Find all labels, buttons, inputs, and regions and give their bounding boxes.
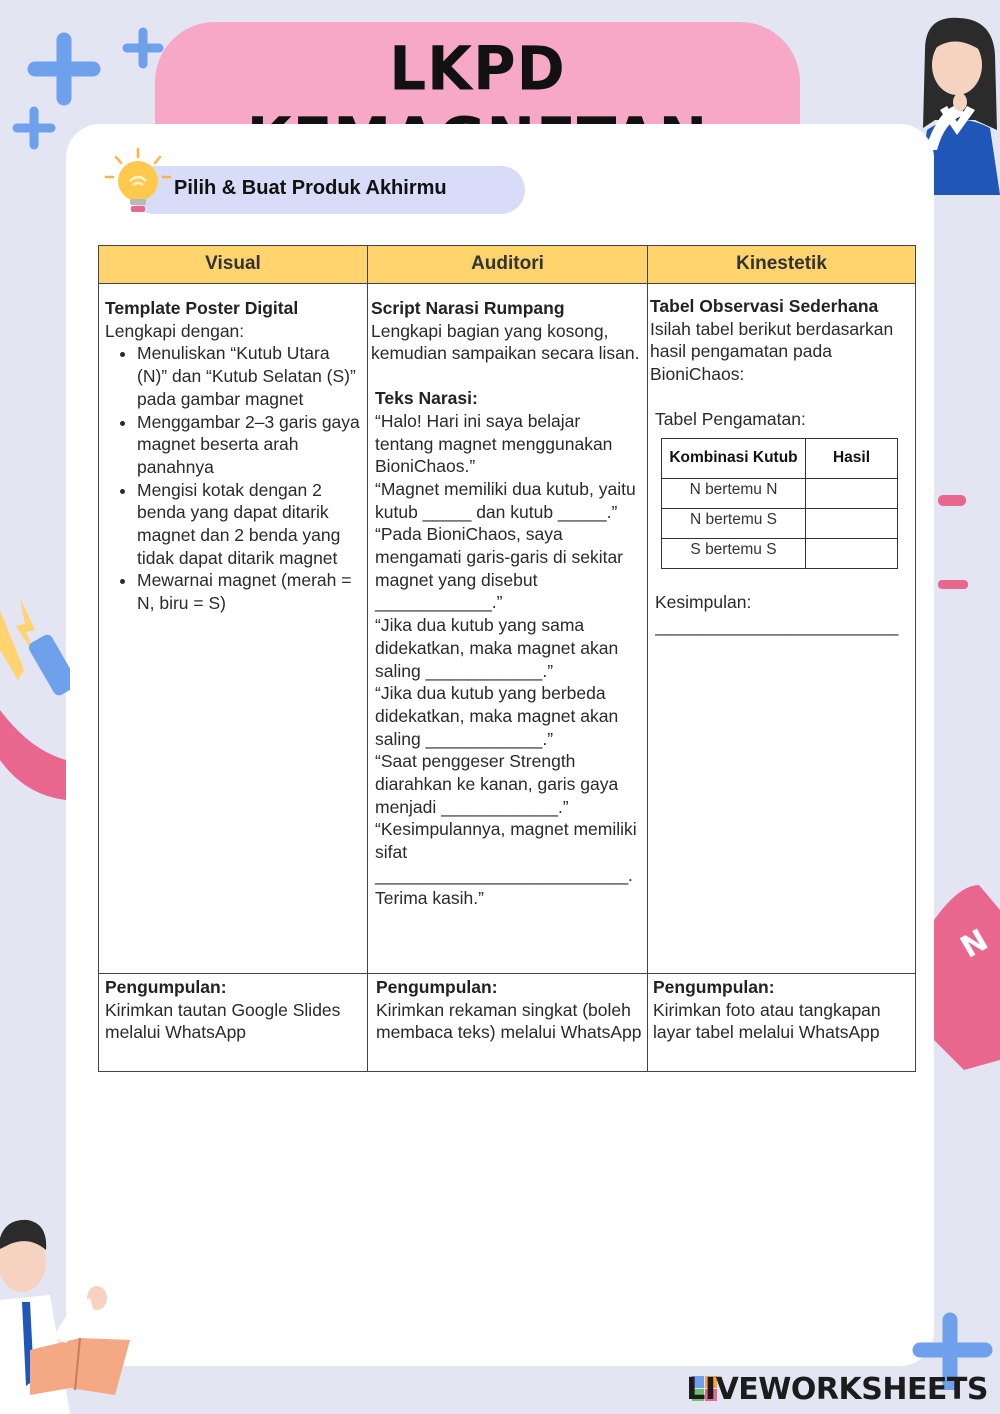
column-header-kinestetik: Kinestetik: [648, 246, 916, 284]
observation-hasil-input[interactable]: [806, 508, 898, 538]
observation-hasil-input[interactable]: [806, 478, 898, 508]
lightbulb-icon: [100, 145, 176, 221]
table-row: [662, 508, 898, 538]
observation-table-label: Tabel Pengamatan:: [655, 408, 806, 429]
magnet-n-decoration-icon: [934, 880, 1000, 1070]
product-choice-table: [98, 245, 916, 1072]
list-item: • Mengisi kotak dengan 2 benda yang dapat ditarik magnet dan 2 benda yang tidak dapat ditarik magnet: [137, 479, 361, 570]
narasi-line: “Kesimpulannya, magnet memiliki sifat __________________________. Terima kasih.”: [375, 819, 637, 908]
observation-kombinasi: N bertemu S: [662, 508, 806, 538]
observation-header-hasil: Hasil: [806, 438, 898, 478]
kesimpulan-line: _________________________: [655, 616, 899, 637]
list-item: • Menuliskan “Kutub Utara (N)” dan “Kutub Selatan (S)” pada gambar magnet: [137, 342, 361, 410]
auditori-cell: [368, 284, 648, 974]
pengumpulan-label: Pengumpulan:: [376, 977, 498, 997]
kinestetik-cell: [648, 284, 916, 974]
kinestetik-intro: Isilah tabel berikut berdasarkan hasil pengamatan pada BioniChaos:: [650, 318, 894, 385]
column-header-auditori: Auditori: [368, 246, 648, 284]
observation-hasil-input[interactable]: [806, 538, 898, 568]
auditori-title: Script Narasi Rumpang: [371, 298, 565, 318]
footer-cell-kinestetik: [648, 974, 916, 1072]
kinestetik-title: Tabel Observasi Sederhana: [650, 296, 879, 316]
list-item: • Menggambar 2–3 garis gaya magnet beserta arah panahnya: [137, 411, 361, 479]
narasi-line: “Pada BioniChaos, saya mengamati garis-garis di sekitar magnet yang disebut ____________.”: [375, 524, 624, 613]
pengumpulan-text: Kirimkan tautan Google Slides melalui WhatsApp: [105, 999, 341, 1043]
dash-decoration-icon: [934, 490, 1000, 600]
narasi-line: “Magnet memiliki dua kutub, yaitu kutub _____ dan kutub _____.”: [375, 478, 636, 522]
observation-header-kombinasi: Kombinasi Kutub: [662, 438, 806, 478]
observation-kombinasi: S bertemu S: [662, 538, 806, 568]
boy-reading-illustration-icon: [0, 1210, 140, 1414]
visual-bullet-list: [137, 342, 361, 614]
narasi-line: “Saat penggeser Strength diarahkan ke kanan, garis gaya menjadi ____________.”: [375, 751, 619, 817]
lightning-decoration-icon: [0, 590, 70, 700]
visual-title: Template Poster Digital: [105, 298, 299, 318]
table-row: [662, 538, 898, 568]
table-row: [662, 478, 898, 508]
auditori-intro: Lengkapi bagian yang kosong, kemudian sampaikan secara lisan.: [371, 320, 640, 364]
observation-table: [661, 438, 898, 569]
magnet-decoration-left-icon: [0, 690, 66, 810]
kesimpulan-label: Kesimpulan:: [655, 591, 752, 612]
narasi-line: “Halo! Hari ini saya belajar tentang magnet menggunakan BioniChaos.”: [375, 410, 613, 477]
section-title: Pilih & Buat Produk Akhirmu: [174, 177, 447, 199]
observation-kombinasi: N bertemu N: [662, 478, 806, 508]
column-header-visual: Visual: [99, 246, 368, 284]
pengumpulan-label: Pengumpulan:: [653, 977, 775, 997]
footer-cell-visual: [99, 974, 368, 1072]
watermark-text: LIVEWORKSHEETS: [686, 1372, 988, 1407]
narasi-line: “Jika dua kutub yang sama didekatkan, maka magnet akan saling ____________.”: [375, 615, 619, 681]
pengumpulan-label: Pengumpulan:: [105, 977, 227, 997]
svg-text:N: N: [954, 922, 995, 966]
pengumpulan-text: Kirimkan foto atau tangkapan layar tabel melalui WhatsApp: [653, 999, 881, 1043]
footer-cell-auditori: [368, 974, 648, 1072]
visual-cell: [99, 284, 368, 974]
narasi-line: “Jika dua kutub yang berbeda didekatkan, maka magnet akan saling ____________.”: [375, 683, 619, 749]
visual-intro: Lengkapi dengan:: [105, 320, 245, 341]
page-title: LKPD: [389, 32, 566, 104]
narasi-label: Teks Narasi:: [375, 388, 478, 409]
pengumpulan-text: Kirimkan rekaman singkat (boleh membaca teks) melalui WhatsApp: [376, 999, 642, 1043]
list-item: • Mewarnai magnet (merah = N, biru = S): [137, 569, 361, 614]
